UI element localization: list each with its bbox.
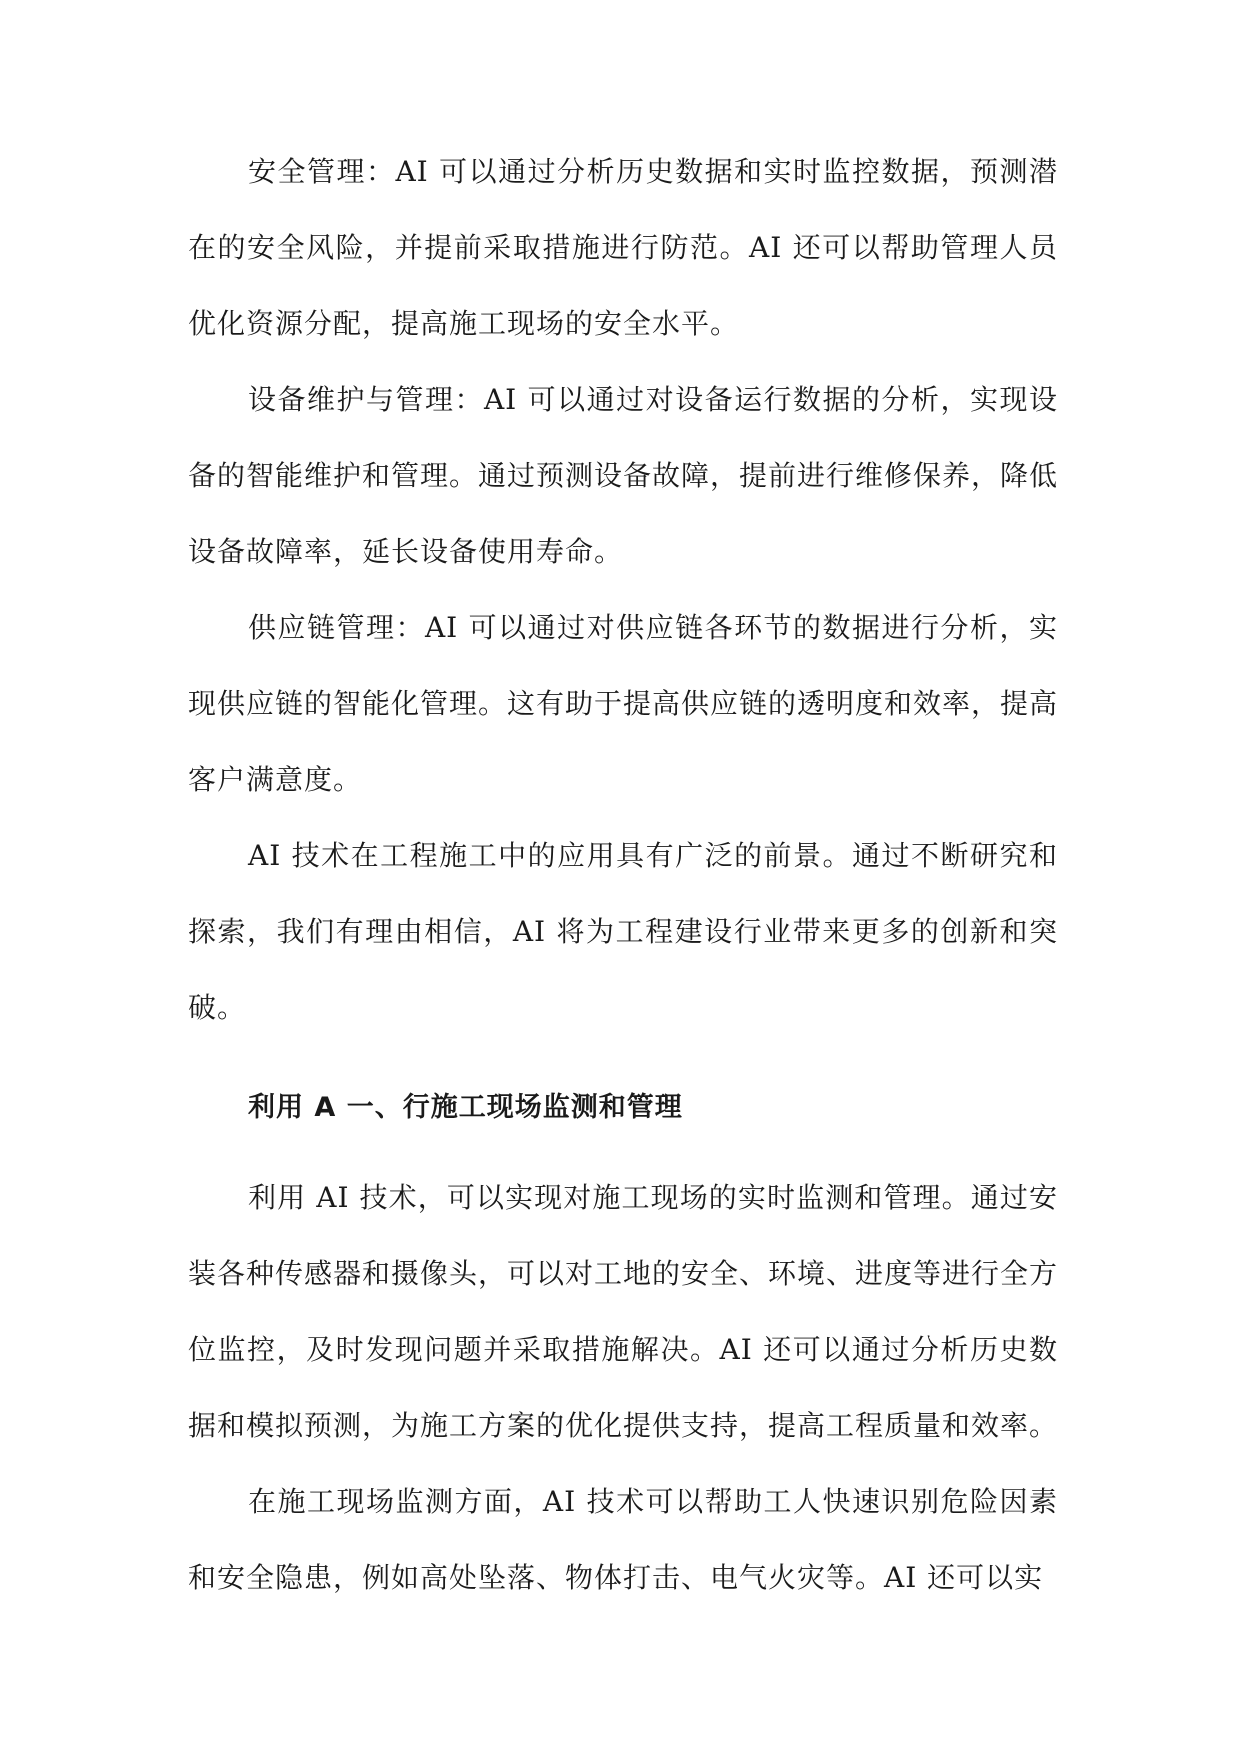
section-heading: 利用 A 一、行施工现场监测和管理 bbox=[248, 1092, 683, 1123]
paragraph-supply-chain: 供应链管理：AI 可以通过对供应链各环节的数据进行分析，实现供应链的智能化管理。这有助于提高供应链的透明度和效率，提高客户满意度。 bbox=[188, 611, 1059, 796]
paragraph-hazard-identification: 在施工现场监测方面，AI 技术可以帮助工人快速识别危险因素和安全隐患，例如高处坠落、物体打击、电气火灾等。AI 还可以实 bbox=[188, 1485, 1058, 1594]
paragraph-outlook: AI 技术在工程施工中的应用具有广泛的前景。通过不断研究和探索，我们有理由相信，AI 将为工程建设行业带来更多的创新和突破。 bbox=[188, 839, 1058, 1024]
paragraph-safety-management: 安全管理：AI 可以通过分析历史数据和实时监控数据，预测潜在的安全风险，并提前采取措施进行防范。AI 还可以帮助管理人员优化资源分配，提高施工现场的安全水平。 bbox=[188, 155, 1058, 340]
paragraph-site-monitoring: 利用 AI 技术，可以实现对施工现场的实时监测和管理。通过安装各种传感器和摄像头，可以对工地的安全、环境、进度等进行全方位监控，及时发现问题并采取措施解决。AI 还可以通过分析历史数据和模拟预测，为施工方案的优化提供支持，提高工程质量和效率。 bbox=[188, 1181, 1059, 1442]
paragraph-equipment-maintenance: 设备维护与管理：AI 可以通过对设备运行数据的分析，实现设备的智能维护和管理。通过预测设备故障，提前进行维修保养，降低设备故障率，延长设备使用寿命。 bbox=[188, 383, 1059, 568]
